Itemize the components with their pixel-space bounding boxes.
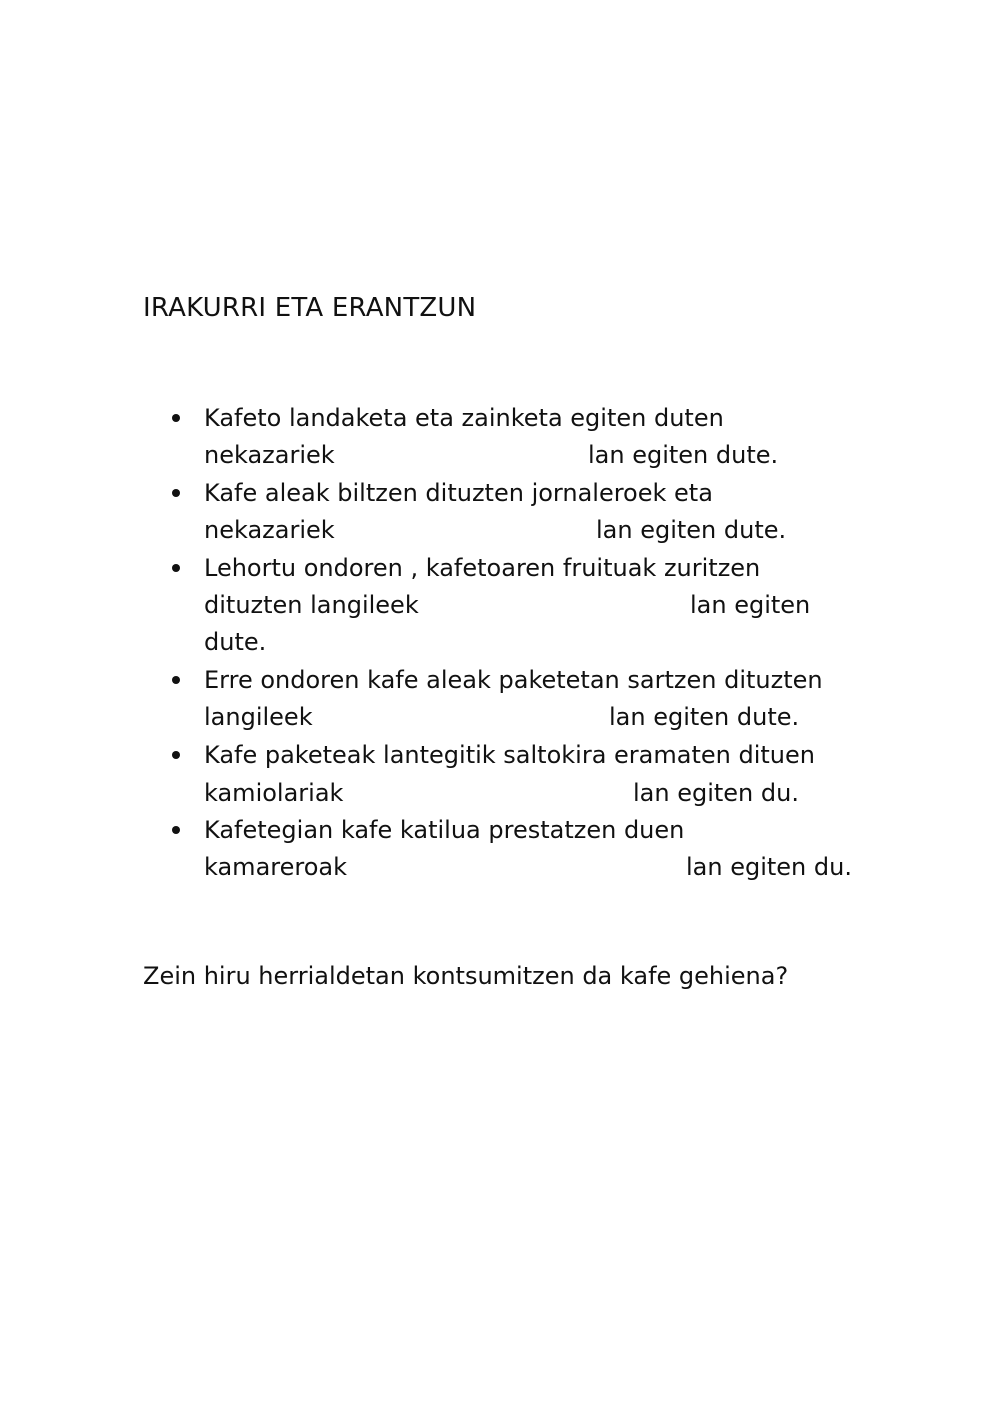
bullet-dot-icon: [172, 751, 180, 759]
list-item-line: Lehortu ondoren , kafetoaren fruituak zuritzen: [204, 554, 761, 582]
list-item-subject: langileek: [204, 703, 313, 731]
bullet-dot-icon: [172, 414, 180, 422]
list-item-continuation: dute.: [204, 628, 267, 656]
list-item-line: Kafe aleak biltzen dituzten jornaleroek eta: [204, 479, 713, 507]
list-item-subject: nekazariek: [204, 441, 335, 469]
list-item-ending: lan egiten dute.: [596, 516, 787, 544]
list-item-ending: lan egiten: [690, 591, 811, 619]
list-item-subject: kamiolariak: [204, 779, 344, 807]
list-item-ending: lan egiten dute.: [588, 441, 779, 469]
list-item-ending: lan egiten dute.: [609, 703, 800, 731]
bullet-dot-icon: [172, 676, 180, 684]
question-text: Zein hiru herrialdetan kontsumitzen da kafe gehiena?: [143, 962, 789, 990]
list-item-line: Kafe paketeak lantegitik saltokira eramaten dituen: [204, 741, 815, 769]
list-item-line: Kafeto landaketa eta zainketa egiten duten: [204, 404, 724, 432]
page-title: IRAKURRI ETA ERANTZUN: [143, 293, 477, 323]
list-item-ending: lan egiten du.: [633, 779, 799, 807]
list-item-subject: nekazariek: [204, 516, 335, 544]
bullet-dot-icon: [172, 489, 180, 497]
list-item-ending: lan egiten du.: [686, 853, 852, 881]
list-item-subject: kamareroak: [204, 853, 348, 881]
list-item-line: Kafetegian kafe katilua prestatzen duen: [204, 816, 685, 844]
bullet-dot-icon: [172, 564, 180, 572]
bullet-dot-icon: [172, 826, 180, 834]
list-item-subject: dituzten langileek: [204, 591, 419, 619]
list-item-line: Erre ondoren kafe aleak paketetan sartzen dituzten: [204, 666, 823, 694]
